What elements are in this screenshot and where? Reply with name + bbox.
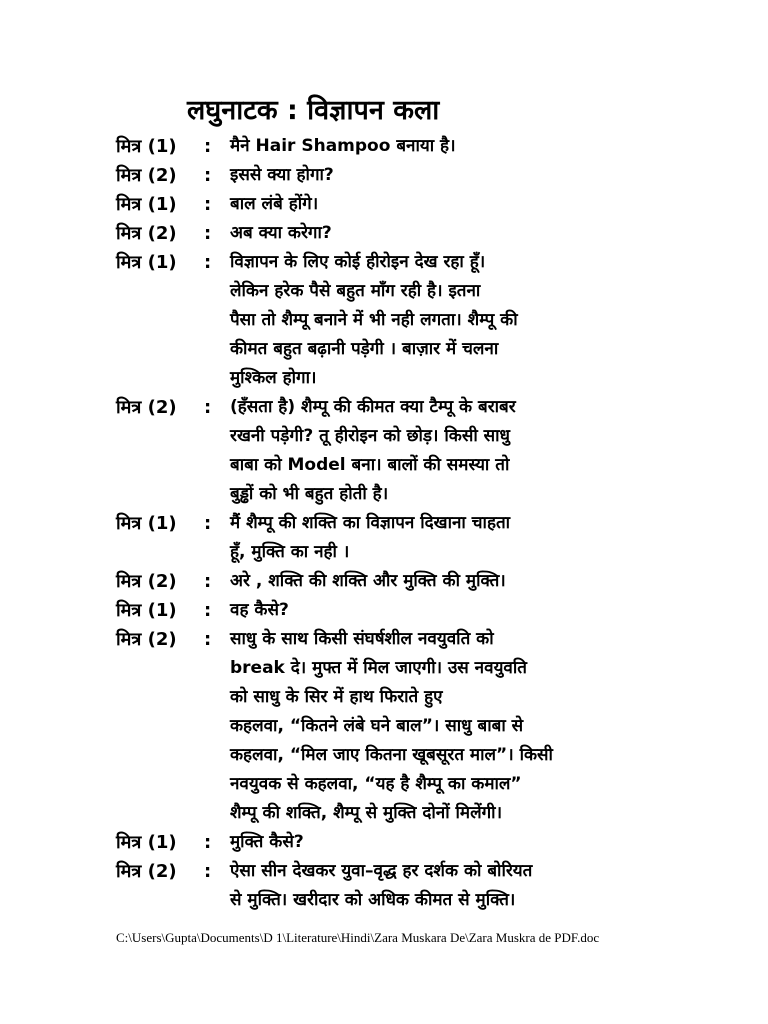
speaker-label: मित्र (1) (116, 136, 177, 157)
dialogue-row (116, 248, 736, 393)
dialogue-text (230, 857, 736, 915)
speaker-colon: : (204, 629, 212, 650)
dialogue-line: मैने Hair Shampoo बनाया है। (230, 136, 456, 156)
dialogue-line: (हँसता है) शैम्पू की कीमत क्या टैम्पू के बराबर (230, 397, 516, 417)
dialogue-line: रखनी पड़ेगी? तू हीरोइन को छोड़। किसी साधु (230, 426, 510, 446)
dialogue-text (230, 509, 736, 567)
dialogue-line: को साधु के सिर में हाथ फिराते हुए (230, 687, 443, 707)
speaker-colon: : (204, 832, 212, 853)
play-title: लघुनाटक : विज्ञापन कला (187, 95, 440, 126)
dialogue-line: बाबा को Model बना। बालों की समस्या तो (230, 455, 510, 475)
speaker-label: मित्र (1) (116, 252, 177, 273)
dialogue-row (116, 828, 736, 857)
dialogue-text (230, 828, 736, 857)
dialogue-line: ऐसा सीन देखकर युवा–वृद्ध हर दर्शक को बोरियत (230, 861, 533, 881)
dialogue-line: मैं शैम्पू की शक्ति का विज्ञापन दिखाना चाहता (230, 513, 511, 533)
dialogue-line: नवयुवक से कहलवा, “यह है शैम्पू का कमाल” (230, 774, 522, 794)
dialogue-line: इससे क्या होगा? (230, 165, 334, 185)
speaker-colon: : (204, 165, 212, 186)
dialogue-row (116, 567, 736, 596)
dialogue-line: लेकिन हरेक पैसे बहुत माँग रही है। इतना (230, 281, 481, 301)
dialogue-line: मुक्ति कैसे? (230, 832, 304, 852)
dialogue-line: शैम्पू की शक्ति, शैम्पू से मुक्ति दोनों मिलेंगी। (230, 803, 503, 823)
dialogue-row (116, 393, 736, 509)
dialogue-text (230, 625, 736, 828)
dialogue-line: अरे , शक्ति की शक्ति और मुक्ति की मुक्ति। (230, 571, 506, 591)
speaker-colon: : (204, 571, 212, 592)
speaker-colon: : (204, 600, 212, 621)
dialogue-line: कहलवा, “मिल जाए कितना खूबसूरत माल”। किसी (230, 745, 553, 765)
dialogue-text (230, 219, 736, 248)
speaker-label: मित्र (2) (116, 165, 177, 186)
dialogue-row (116, 161, 736, 190)
dialogue-line: वह कैसे? (230, 600, 289, 620)
speaker-label: मित्र (2) (116, 861, 177, 882)
speaker-colon: : (204, 861, 212, 882)
speaker-label: मित्र (1) (116, 194, 177, 215)
speaker-label: मित्र (1) (116, 832, 177, 853)
speaker-label: मित्र (2) (116, 223, 177, 244)
dialogue-row (116, 596, 736, 625)
dialogue-text (230, 393, 736, 509)
speaker-label: मित्र (1) (116, 513, 177, 534)
speaker-colon: : (204, 136, 212, 157)
dialogue-line: से मुक्ति। खरीदार को अधिक कीमत से मुक्ति। (230, 890, 516, 910)
footer-file-path: C:\Users\Gupta\Documents\D 1\Literature\Hindi\Zara Muskara De\Zara Muskra de PDF.doc (116, 930, 600, 945)
dialogue-line: हूँ, मुक्ति का नही । (230, 542, 350, 562)
dialogue-line: साधु के साथ किसी संघर्षशील नवयुवति को (230, 629, 494, 649)
dialogue-text (230, 190, 736, 219)
dialogue-row (116, 857, 736, 915)
dialogue-line: विज्ञापन के लिए कोई हीरोइन देख रहा हूँ। (230, 252, 486, 272)
dialogue-row (116, 190, 736, 219)
dialogue-text (230, 596, 736, 625)
dialogue-text (230, 248, 736, 393)
dialogue-line: कीमत बहुत बढ़ानी पड़ेगी । बाज़ार में चलना (230, 339, 499, 359)
dialogue-line: अब क्या करेगा? (230, 223, 332, 243)
dialogue-text (230, 132, 736, 161)
speaker-colon: : (204, 252, 212, 273)
dialogue-list (116, 132, 736, 915)
speaker-colon: : (204, 223, 212, 244)
speaker-label: मित्र (2) (116, 629, 177, 650)
speaker-colon: : (204, 397, 212, 418)
dialogue-row (116, 219, 736, 248)
dialogue-text (230, 567, 736, 596)
dialogue-line: पैसा तो शैम्पू बनाने में भी नही लगता। शैम्पू की (230, 310, 518, 330)
dialogue-line: कहलवा, “कितने लंबे घने बाल”। साधु बाबा से (230, 716, 524, 736)
dialogue-row (116, 625, 736, 828)
speaker-label: मित्र (2) (116, 571, 177, 592)
speaker-label: मित्र (2) (116, 397, 177, 418)
dialogue-line: बाल लंबे होंगे। (230, 194, 319, 214)
speaker-label: मित्र (1) (116, 600, 177, 621)
dialogue-row (116, 509, 736, 567)
speaker-colon: : (204, 513, 212, 534)
speaker-colon: : (204, 194, 212, 215)
dialogue-line: बुड्ढों को भी बहुत होती है। (230, 484, 389, 504)
dialogue-row (116, 132, 736, 161)
dialogue-line: break दे। मुफ्त में मिल जाएगी। उस नवयुवति (230, 658, 527, 678)
dialogue-text (230, 161, 736, 190)
dialogue-line: मुश्किल होगा। (230, 368, 317, 388)
